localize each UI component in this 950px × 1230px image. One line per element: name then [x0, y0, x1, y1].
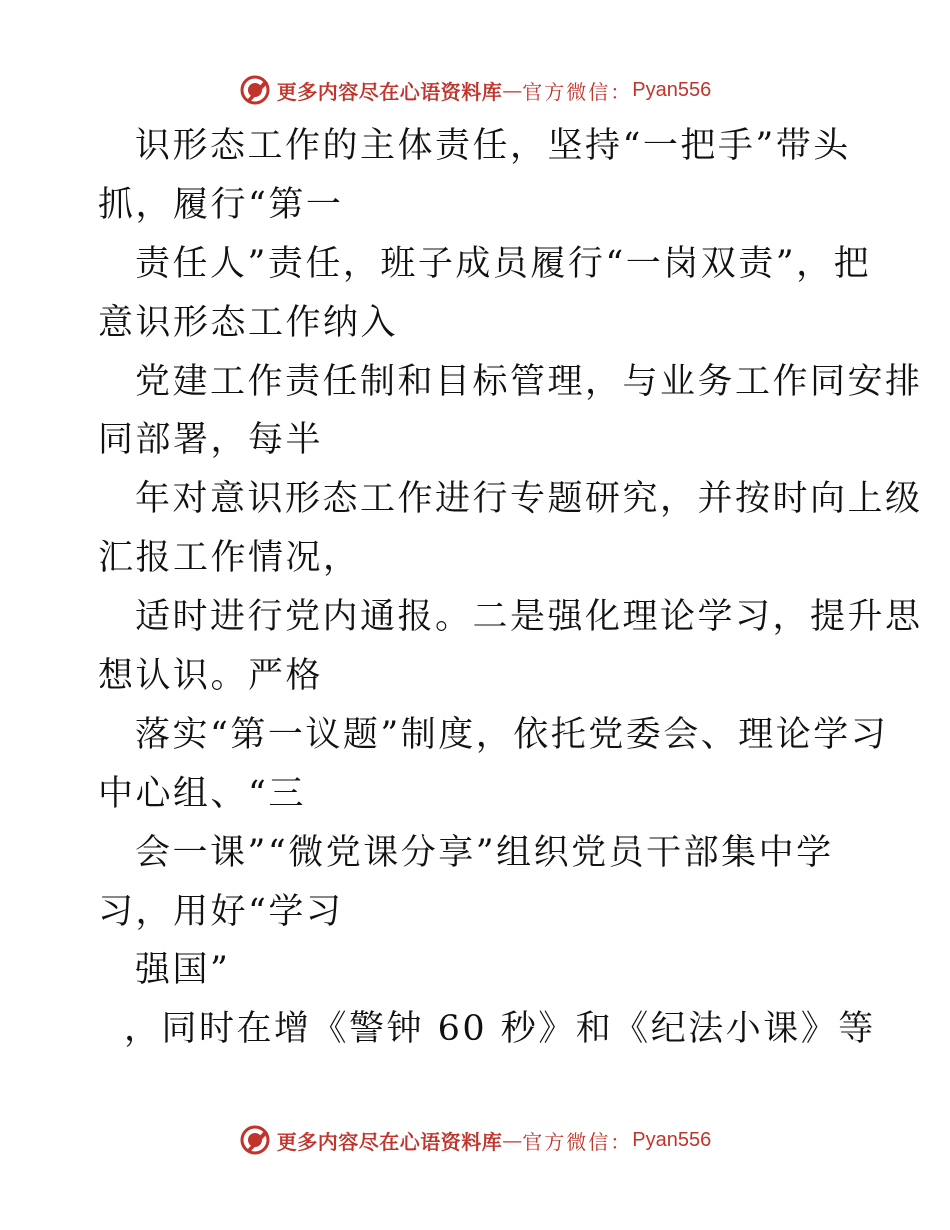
body-line: 强国” — [135, 950, 231, 990]
body-line: 识形态工作的主体责任，坚持“一把手”带头 — [135, 126, 851, 166]
body-line: 想认识。严格 — [98, 656, 324, 696]
body-line: 习，用好“学习 — [98, 892, 344, 932]
body-line: 适时进行党内通报。二是强化理论学习，提升思 — [135, 597, 923, 637]
banner-wechat-id: Pyan556 — [632, 1128, 712, 1151]
quill-pen-emblem-icon — [239, 74, 271, 106]
quill-pen-emblem-icon — [239, 1124, 271, 1156]
header-banner — [0, 70, 950, 110]
body-line: 同部署，每半 — [98, 420, 324, 460]
footer-banner — [0, 1120, 950, 1160]
body-line: 会一课”“微党课分享”组织党员干部集中学 — [135, 833, 834, 873]
body-line: 汇报工作情况， — [98, 538, 361, 578]
body-line: 抓，履行“第一 — [98, 185, 344, 225]
body-line: 落实“第一议题”制度，依托党委会、理论学习 — [135, 715, 889, 755]
banner-dash: — — [502, 1128, 523, 1152]
body-line: 责任人”责任，班子成员履行“一岗双责”，把 — [135, 244, 872, 284]
body-line: 中心组、“三 — [98, 774, 306, 814]
banner-wechat-label: 官方微信： — [522, 79, 633, 104]
banner-brand-text: 更多内容尽在心语资料库 — [276, 79, 503, 104]
banner-dash: — — [502, 78, 523, 102]
body-line: 党建工作责任制和目标管理，与业务工作同安排 — [135, 362, 923, 402]
body-line: 意识形态工作纳入 — [98, 303, 399, 343]
banner-brand-text: 更多内容尽在心语资料库 — [276, 1129, 503, 1154]
body-line: ，同时在增《警钟 60 秒》和《纪法小课》等 — [124, 1009, 876, 1049]
body-line: 年对意识形态工作进行专题研究，并按时向上级 — [135, 479, 923, 519]
banner-wechat-label: 官方微信： — [522, 1129, 633, 1154]
banner-wechat-id: Pyan556 — [632, 78, 712, 101]
